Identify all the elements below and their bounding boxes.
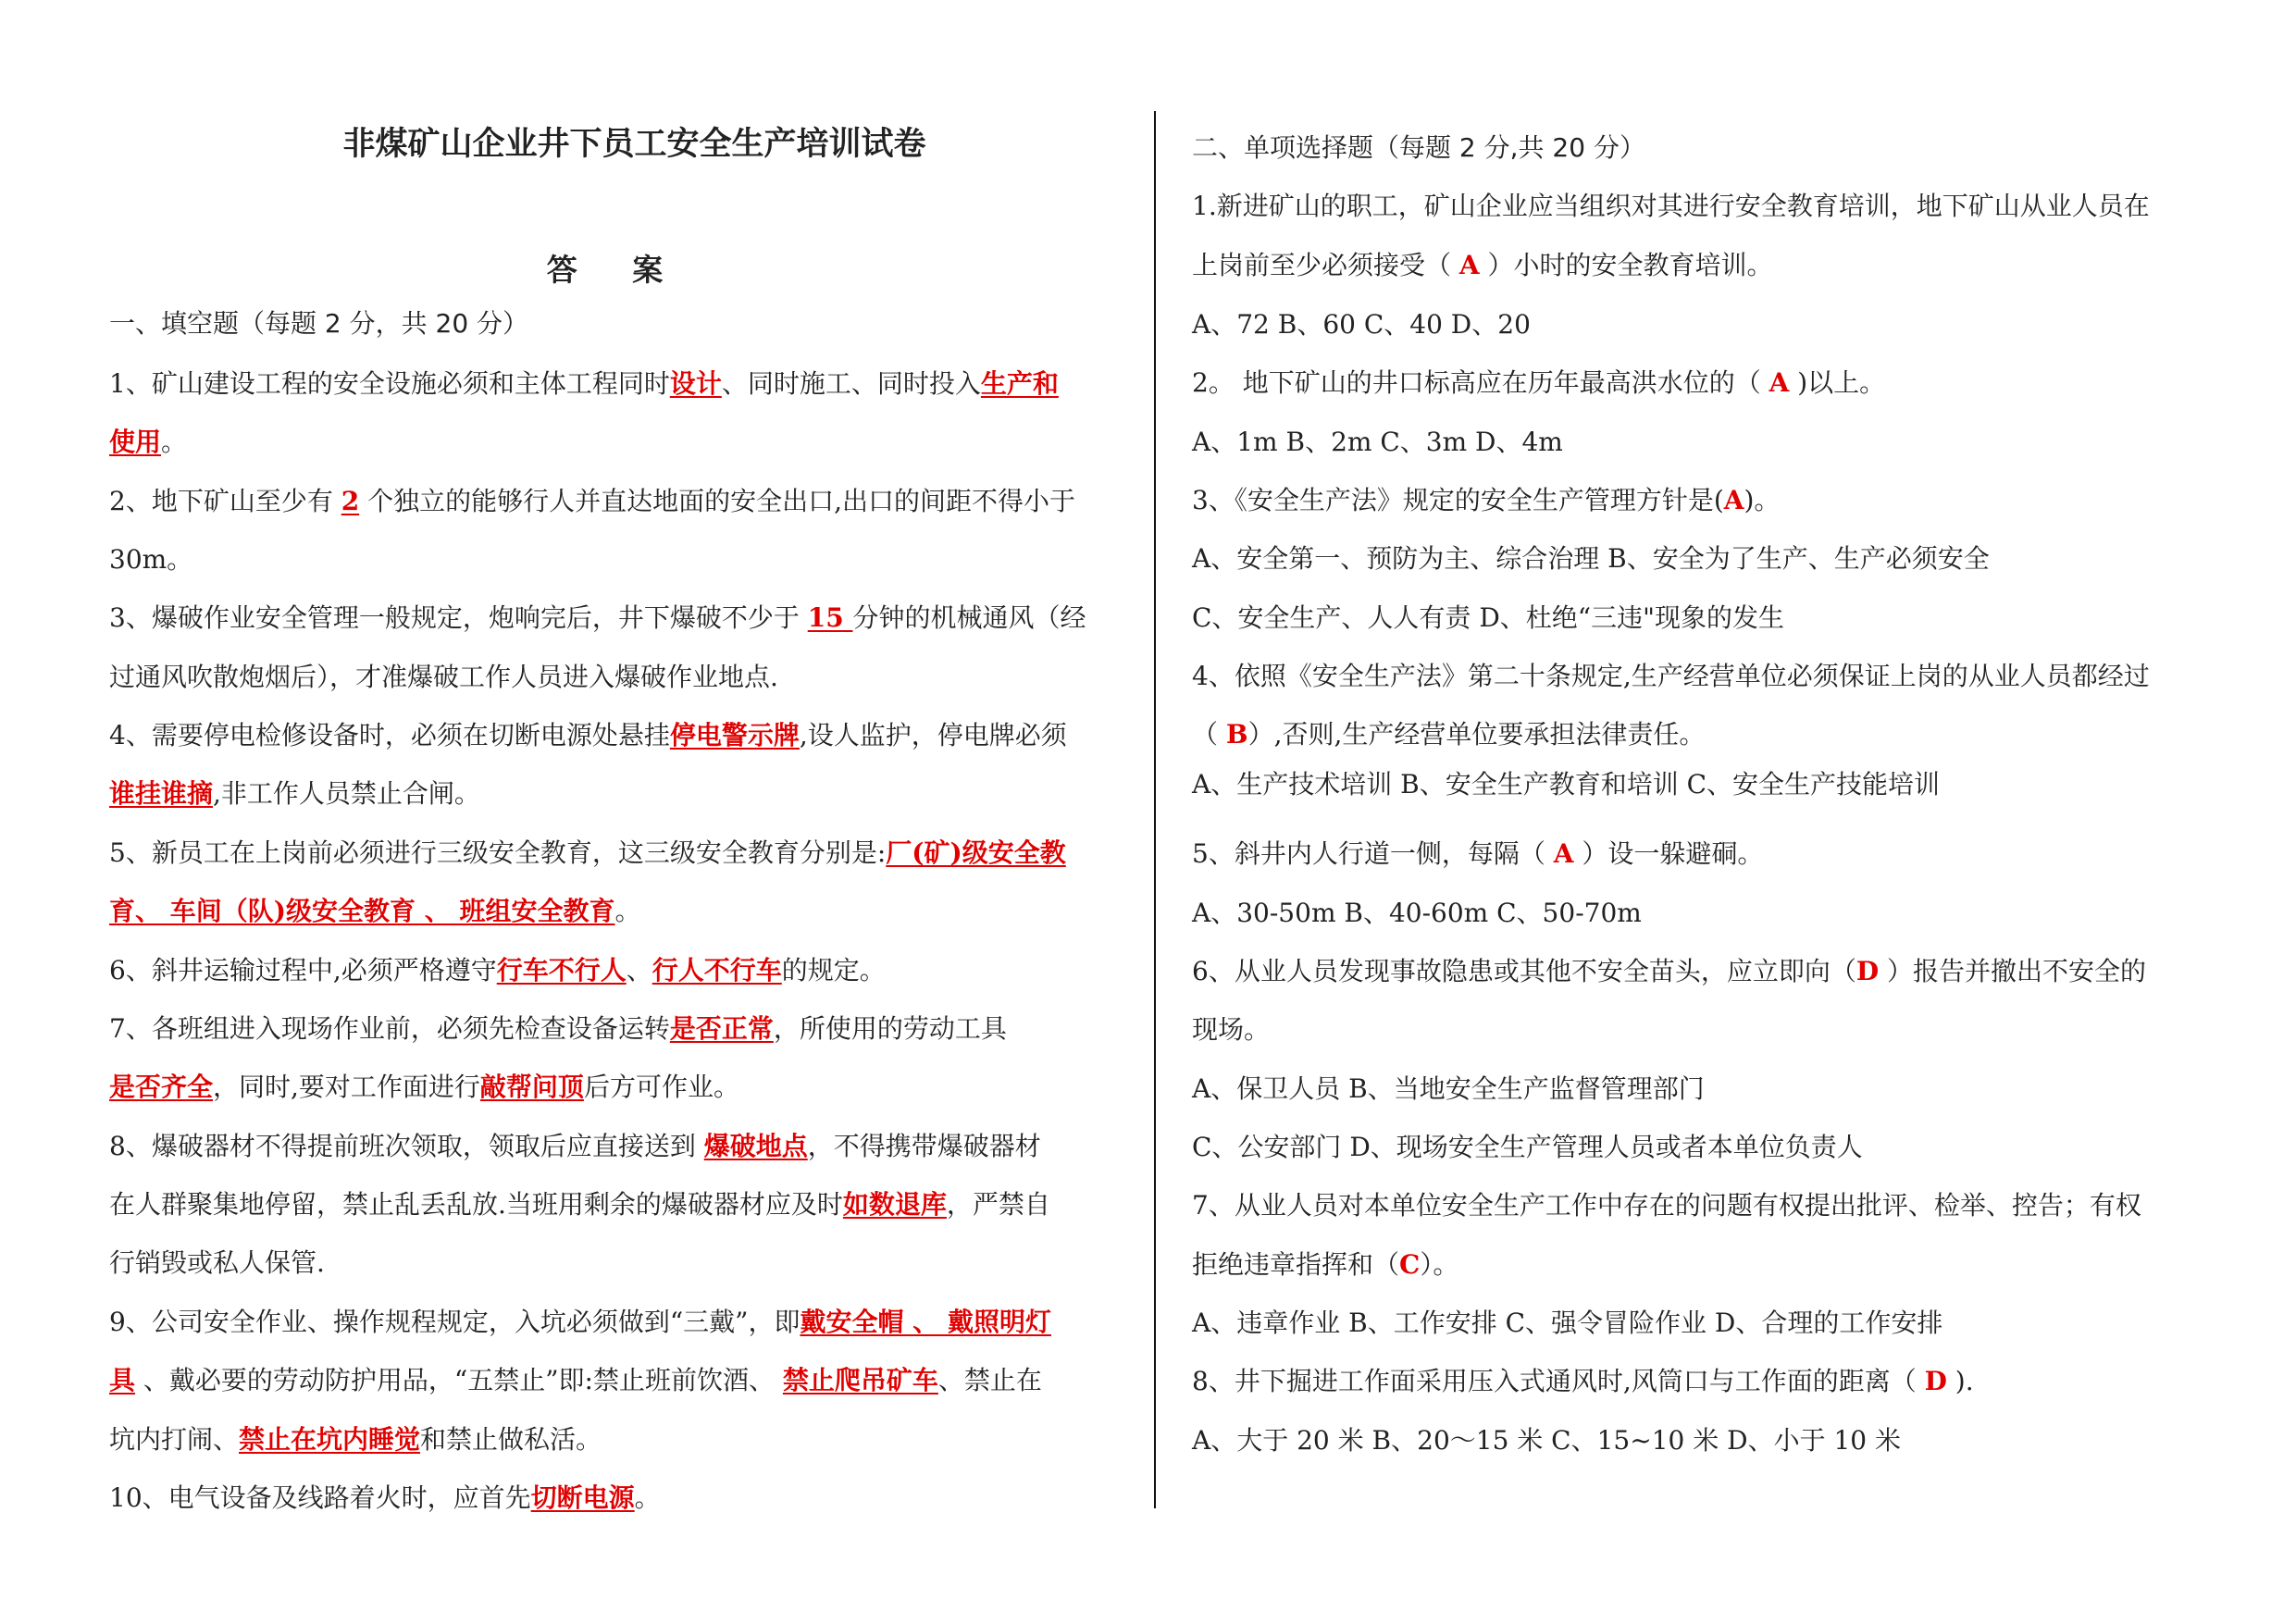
question-text: 。 xyxy=(614,896,641,926)
fill-in-line xyxy=(109,1186,1123,1223)
question-text: ）。 xyxy=(1420,1249,1459,1280)
fill-in-line xyxy=(109,952,1123,989)
answer-blank: 行车不行人 xyxy=(496,955,627,986)
question-text: A、72 B、60 C、40 D、20 xyxy=(1192,309,1531,340)
fill-in-line xyxy=(109,835,1123,872)
question-text: 的规定。 xyxy=(781,955,886,986)
answer-blank: 生产和 xyxy=(980,368,1059,399)
choice-line xyxy=(1192,1129,2219,1166)
fill-in-line xyxy=(109,1480,1123,1517)
question-text: 。 xyxy=(634,1482,661,1513)
answer-heading: 答 案 xyxy=(546,252,686,288)
question-text: 3、爆破作业安全管理一般规定，炮响完后，井下爆破不少于 xyxy=(109,602,808,633)
question-text: 个独立的能够行人并直达地面的安全出口,出口的间距不得小于 xyxy=(359,486,1076,516)
answer-blank: 厂(矿)级安全教 xyxy=(886,837,1066,868)
choice-line xyxy=(1192,953,2219,990)
fill-in-line xyxy=(109,775,1123,812)
answer-blank: 15 xyxy=(807,602,853,633)
question-text: A、生产技术培训 B、安全生产教育和培训 C、安全生产技能培训 xyxy=(1192,769,1941,800)
question-text: 10、电气设备及线路着火时，应首先 xyxy=(109,1482,531,1513)
answer-blank: 停电警示牌 xyxy=(669,720,800,750)
answer-blank: 行人不行车 xyxy=(652,955,782,986)
answer-blank: 禁止爬吊矿车 xyxy=(782,1365,938,1395)
question-text: 5、新员工在上岗前必须进行三级安全教育，这三级安全教育分别是: xyxy=(109,837,887,868)
question-text: 上岗前至少必须接受（ xyxy=(1192,250,1459,280)
column-divider xyxy=(1154,111,1156,1508)
question-text: ）报告并撤出不安全的 xyxy=(1879,956,2147,986)
answer-blank: 如数退库 xyxy=(842,1189,947,1220)
choice-line xyxy=(1192,1187,2219,1224)
question-text: ，同时,要对工作面进行 xyxy=(213,1072,480,1102)
fill-in-line xyxy=(109,1128,1123,1165)
answer-choice: A xyxy=(1458,250,1480,280)
choice-line xyxy=(1192,1305,2219,1342)
question-text: 后方可作业。 xyxy=(583,1072,739,1102)
fill-in-line xyxy=(109,366,1123,403)
choice-line xyxy=(1192,1071,2219,1108)
question-text: 过通风吹散炮烟后），才准爆破工作人员进入爆破作业地点. xyxy=(109,662,778,692)
fill-in-line xyxy=(109,893,1123,930)
choice-line xyxy=(1192,1363,2219,1400)
answer-blank: 育、 车间（队)级安全教育 、 班组安全教育 xyxy=(109,896,615,926)
question-text: 6、斜井运输过程中,必须严格遵守 xyxy=(109,955,497,986)
choice-line xyxy=(1192,540,2219,577)
answer-choice: D xyxy=(1924,1366,1947,1396)
answer-blank: 爆破地点 xyxy=(703,1131,808,1161)
choice-line xyxy=(1192,658,2219,695)
fill-in-line xyxy=(109,1069,1123,1106)
answer-blank: 是否正常 xyxy=(669,1013,774,1044)
answer-blank: 切断电源 xyxy=(530,1482,635,1513)
question-text: C、安全生产、人人有责 D、杜绝“三违"现象的发生 xyxy=(1192,602,1784,633)
answer-blank: 是否齐全 xyxy=(109,1072,214,1102)
question-text: 、戴必要的劳动防护用品，“五禁止”即:禁止班前饮酒、 xyxy=(135,1365,783,1395)
fill-in-line xyxy=(109,1304,1123,1341)
choice-line xyxy=(1192,188,2219,225)
answer-choice: B xyxy=(1225,719,1248,750)
question-text: 行销毁或私人保管. xyxy=(109,1247,325,1278)
answer-blank: 使用 xyxy=(109,427,162,457)
answer-blank: 戴安全帽 、 戴照明灯 xyxy=(800,1307,1051,1337)
answer-choice: D xyxy=(1855,956,1880,986)
fill-in-line xyxy=(109,717,1123,754)
question-text: A、30-50m B、40-60m C、50-70m xyxy=(1192,898,1642,928)
question-text: A、安全第一、预防为主、综合治理 B、安全为了生产、生产必须安全 xyxy=(1192,543,1990,574)
fill-in-line xyxy=(109,1245,1123,1282)
question-text: 4、依照《安全生产法》第二十条规定,生产经营单位必须保证上岗的从业人员都经过 xyxy=(1192,661,2150,691)
question-text: 1.新进矿山的职工，矿山企业应当组织对其进行安全教育培训，地下矿山从业人员在 xyxy=(1192,191,2150,221)
answer-choice: A xyxy=(1723,485,1744,515)
question-text: 8、爆破器材不得提前班次领取，领取后应直接送到 xyxy=(109,1131,704,1161)
answer-blank: 2 xyxy=(341,486,360,516)
choice-line xyxy=(1192,365,2219,402)
section2-heading: 二、单项选择题（每题 2 分,共 20 分） xyxy=(1192,132,1645,163)
answer-blank: 设计 xyxy=(669,368,722,399)
question-text: ，严禁自 xyxy=(946,1189,1050,1220)
question-text: 。 xyxy=(161,427,188,457)
question-text: ，不得携带爆破器材 xyxy=(807,1131,1041,1161)
question-text: A、1m B、2m C、3m D、4m xyxy=(1192,427,1563,457)
choice-line xyxy=(1192,716,2219,753)
question-text: 在人群聚集地停留，禁止乱丢乱放.当班用剩余的爆破器材应及时 xyxy=(109,1189,843,1220)
answer-choice: A xyxy=(1769,367,1790,398)
choice-line xyxy=(1192,247,2219,284)
question-text: ). xyxy=(1946,1366,1974,1396)
question-text: ）设一躲避硐。 xyxy=(1573,838,1764,869)
section1-heading: 一、填空题（每题 2 分，共 20 分） xyxy=(109,308,529,339)
question-text: 、禁止在 xyxy=(937,1365,1042,1395)
choice-line xyxy=(1192,1422,2219,1459)
fill-in-line xyxy=(109,659,1123,696)
page-title: 非煤矿山企业井下员工安全生产培训试卷 xyxy=(342,126,926,163)
question-text: 1、矿山建设工程的安全设施必须和主体工程同时 xyxy=(109,368,670,399)
question-text: 9、公司安全作业、操作规程规定，入坑必须做到“三戴”，即 xyxy=(109,1307,800,1337)
question-text: 4、需要停电检修设备时，必须在切断电源处悬挂 xyxy=(109,720,670,750)
question-text: 坑内打闹、 xyxy=(109,1424,240,1455)
question-text: 、 xyxy=(626,955,652,986)
question-text: 2、地下矿山至少有 xyxy=(109,486,341,516)
fill-in-line xyxy=(109,541,1123,578)
question-text: 7、从业人员对本单位安全生产工作中存在的问题有权提出批评、检举、控告；有权 xyxy=(1192,1190,2141,1221)
fill-in-line xyxy=(109,483,1123,520)
question-text: 6、从业人员发现事故隐患或其他不安全苗头，应立即向（ xyxy=(1192,956,1856,986)
question-text: A、违章作业 B、工作安排 C、强令冒险作业 D、合理的工作安排 xyxy=(1192,1308,1943,1338)
choice-line xyxy=(1192,836,2219,873)
choice-line xyxy=(1192,424,2219,461)
answer-blank: 敲帮问顶 xyxy=(479,1072,584,1102)
question-text: ）,否则,生产经营单位要承担法律责任。 xyxy=(1247,719,1706,750)
question-text: ）小时的安全教育培训。 xyxy=(1479,250,1773,280)
choice-line xyxy=(1192,766,2219,803)
answer-blank: 谁挂谁摘 xyxy=(109,778,214,809)
choice-line xyxy=(1192,482,2219,519)
question-text: A、保卫人员 B、当地安全生产监督管理部门 xyxy=(1192,1073,1705,1104)
choice-line xyxy=(1192,1011,2219,1048)
fill-in-line xyxy=(109,424,1123,461)
question-text: A、大于 20 米 B、20～15 米 C、15~10 米 D、小于 10 米 xyxy=(1192,1425,1902,1456)
question-text: ,非工作人员禁止合闸。 xyxy=(213,778,480,809)
question-text: 2。 地下矿山的井口标高应在历年最高洪水位的（ xyxy=(1192,367,1769,398)
choice-line xyxy=(1192,895,2219,932)
question-text: )以上。 xyxy=(1789,367,1886,398)
question-text: 现场。 xyxy=(1192,1014,1271,1045)
answer-blank: 具 xyxy=(109,1365,136,1395)
question-text: )。 xyxy=(1744,485,1781,515)
question-text: 拒绝违章指挥和（ xyxy=(1192,1249,1400,1280)
question-text: ，所使用的劳动工具 xyxy=(773,1013,1007,1044)
fill-in-line xyxy=(109,1362,1123,1399)
choice-line xyxy=(1192,600,2219,637)
question-text: 5、斜井内人行道一侧，每隔（ xyxy=(1192,838,1554,869)
fill-in-line xyxy=(109,1010,1123,1048)
question-text: 和禁止做私活。 xyxy=(420,1424,602,1455)
question-text: 3、《安全生产法》规定的安全生产管理方针是( xyxy=(1192,485,1724,515)
question-text: 8、井下掘进工作面采用压入式通风时,风筒口与工作面的距离（ xyxy=(1192,1366,1925,1396)
question-text: C、公安部门 D、现场安全生产管理人员或者本单位负责人 xyxy=(1192,1132,1863,1162)
choice-line xyxy=(1192,1246,2219,1283)
question-text: ,设人监护，停电牌必须 xyxy=(799,720,1067,750)
fill-in-line xyxy=(109,1421,1123,1458)
question-text: 7、各班组进入现场作业前，必须先检查设备运转 xyxy=(109,1013,670,1044)
question-text: 、同时施工、同时投入 xyxy=(721,368,981,399)
answer-blank: 禁止在坑内睡觉 xyxy=(239,1424,421,1455)
question-text: 分钟的机械通风（经 xyxy=(852,602,1086,633)
question-text: （ xyxy=(1192,719,1226,750)
fill-in-line xyxy=(109,600,1123,637)
answer-choice: C xyxy=(1399,1249,1421,1280)
answer-choice: A xyxy=(1553,838,1574,869)
choice-line xyxy=(1192,306,2219,343)
question-text: 30m。 xyxy=(109,544,193,575)
